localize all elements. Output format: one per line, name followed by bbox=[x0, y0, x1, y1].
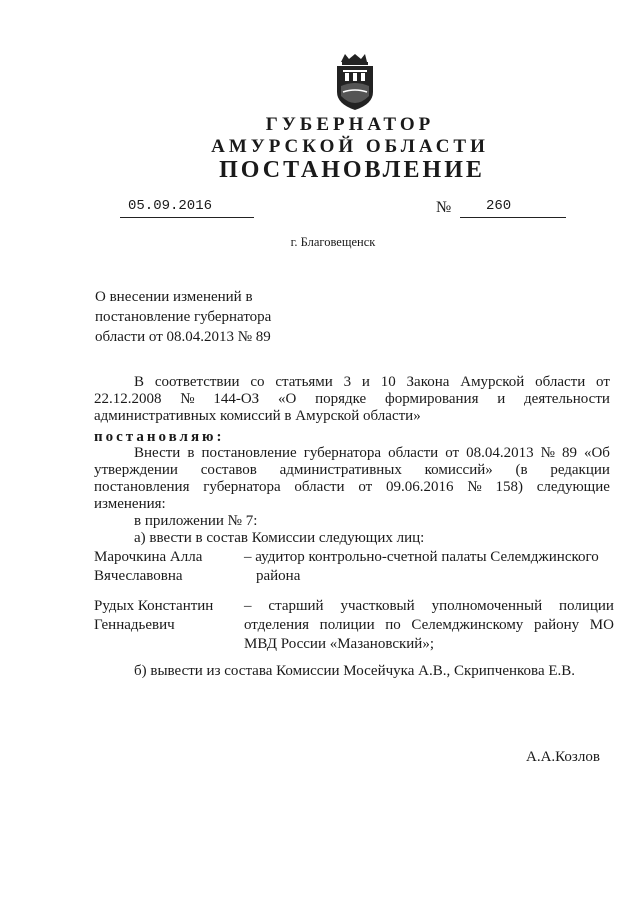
word: МО bbox=[589, 617, 614, 633]
word: полиции bbox=[559, 598, 614, 614]
governor-heading: ГУБЕРНАТОР bbox=[265, 114, 435, 135]
word: со bbox=[250, 374, 265, 390]
text-line: в приложении № 7: bbox=[134, 513, 258, 529]
person-name-line: Марочкина Алла bbox=[94, 549, 203, 565]
word: и bbox=[361, 374, 370, 390]
subject-line: постановление губернатора bbox=[95, 309, 272, 325]
person-position-line: района bbox=[256, 568, 301, 584]
word: Селемджинскому bbox=[411, 617, 524, 633]
person-position-line bbox=[244, 616, 614, 635]
word: уполномоченный bbox=[431, 598, 543, 614]
word: и bbox=[497, 391, 506, 407]
region-heading: АМУРСКОЙ ОБЛАСТИ bbox=[211, 136, 489, 157]
word: области bbox=[388, 445, 439, 461]
word: 158) bbox=[495, 479, 523, 495]
text-line: изменения: bbox=[94, 496, 166, 512]
word: утверждении bbox=[94, 462, 178, 478]
word: 144-ОЗ bbox=[213, 391, 260, 407]
subject-block bbox=[95, 287, 305, 347]
word: от bbox=[358, 479, 373, 495]
person-name-line: Рудых Константин bbox=[94, 598, 214, 614]
removal-clause: б) вывести из состава Комиссии Мосейчука А.В., Скрипченкова Е.В. bbox=[134, 663, 576, 679]
justified-line bbox=[94, 462, 610, 479]
word: 22.12.2008 bbox=[94, 391, 162, 407]
word: области bbox=[294, 479, 345, 495]
word: участковый bbox=[340, 598, 415, 614]
word: полиции bbox=[319, 617, 375, 633]
word: 3 bbox=[343, 374, 352, 390]
word: 09.06.2016 bbox=[386, 479, 454, 495]
word: статьями bbox=[275, 374, 333, 390]
signature-name: А.А.Козлов bbox=[526, 749, 600, 765]
person-name bbox=[94, 548, 239, 586]
coat-of-arms-emblem bbox=[331, 52, 379, 112]
number-sign: № bbox=[436, 199, 452, 216]
word: от bbox=[596, 374, 610, 390]
word: редакции bbox=[550, 462, 610, 478]
word: району bbox=[533, 617, 580, 633]
word: – bbox=[244, 598, 252, 614]
subject-line: области от 08.04.2013 № 89 bbox=[95, 329, 271, 345]
word: старший bbox=[268, 598, 324, 614]
justified-line bbox=[94, 374, 610, 391]
word: в bbox=[187, 445, 195, 461]
word: 08.04.2013 bbox=[466, 445, 534, 461]
person-position-line: – аудитор контрольно-счетной палаты Селемджинского bbox=[244, 549, 599, 565]
person-position-line bbox=[244, 597, 614, 616]
amendment-paragraph bbox=[94, 445, 610, 547]
justified-line bbox=[94, 479, 610, 496]
issue-city: г. Благовещенск bbox=[290, 235, 376, 249]
subject-line: О внесении изменений в bbox=[95, 289, 253, 305]
word: губернатора bbox=[203, 479, 281, 495]
word: составов bbox=[200, 462, 257, 478]
word: «Об bbox=[583, 445, 610, 461]
word: деятельности bbox=[524, 391, 610, 407]
document-date: 05.09.2016 bbox=[120, 198, 254, 218]
word: области bbox=[535, 374, 586, 390]
word: от bbox=[445, 445, 460, 461]
word: Закона bbox=[406, 374, 450, 390]
word: (в bbox=[515, 462, 528, 478]
word: постановление bbox=[201, 445, 297, 461]
decree-word: постановляю: bbox=[94, 429, 225, 445]
word: административных bbox=[279, 462, 402, 478]
word: отделения bbox=[244, 617, 310, 633]
word: порядке bbox=[315, 391, 367, 407]
text-line: административных комиссий в Амурской области» bbox=[94, 408, 421, 424]
preamble-paragraph bbox=[94, 374, 610, 425]
person-name-line: Вячеславовна bbox=[94, 568, 183, 584]
word: соответствии bbox=[154, 374, 240, 390]
word: формирования bbox=[384, 391, 479, 407]
person-position bbox=[244, 548, 614, 586]
word: Внести bbox=[134, 445, 181, 461]
word: № bbox=[180, 391, 195, 407]
word: № bbox=[540, 445, 555, 461]
word: Амурской bbox=[460, 374, 525, 390]
word: губернатора bbox=[303, 445, 382, 461]
word: «О bbox=[277, 391, 297, 407]
person-position-line: МВД России «Мазановский»; bbox=[244, 636, 434, 652]
word: № bbox=[467, 479, 482, 495]
word: В bbox=[134, 374, 145, 390]
text-line: а) ввести в состав Комиссии следующих лиц: bbox=[134, 530, 425, 546]
document-type-heading: ПОСТАНОВЛЕНИЕ bbox=[219, 157, 485, 183]
justified-line bbox=[94, 391, 610, 408]
person-name-line: Геннадьевич bbox=[94, 617, 175, 633]
word: комиссий» bbox=[424, 462, 493, 478]
word: 10 bbox=[380, 374, 396, 390]
word: по bbox=[385, 617, 401, 633]
person-name bbox=[94, 597, 239, 635]
word: 89 bbox=[561, 445, 577, 461]
person-position bbox=[244, 597, 614, 654]
document-number: 260 bbox=[460, 198, 566, 218]
word: постановления bbox=[94, 479, 190, 495]
justified-line bbox=[94, 445, 610, 462]
word: следующие bbox=[536, 479, 610, 495]
